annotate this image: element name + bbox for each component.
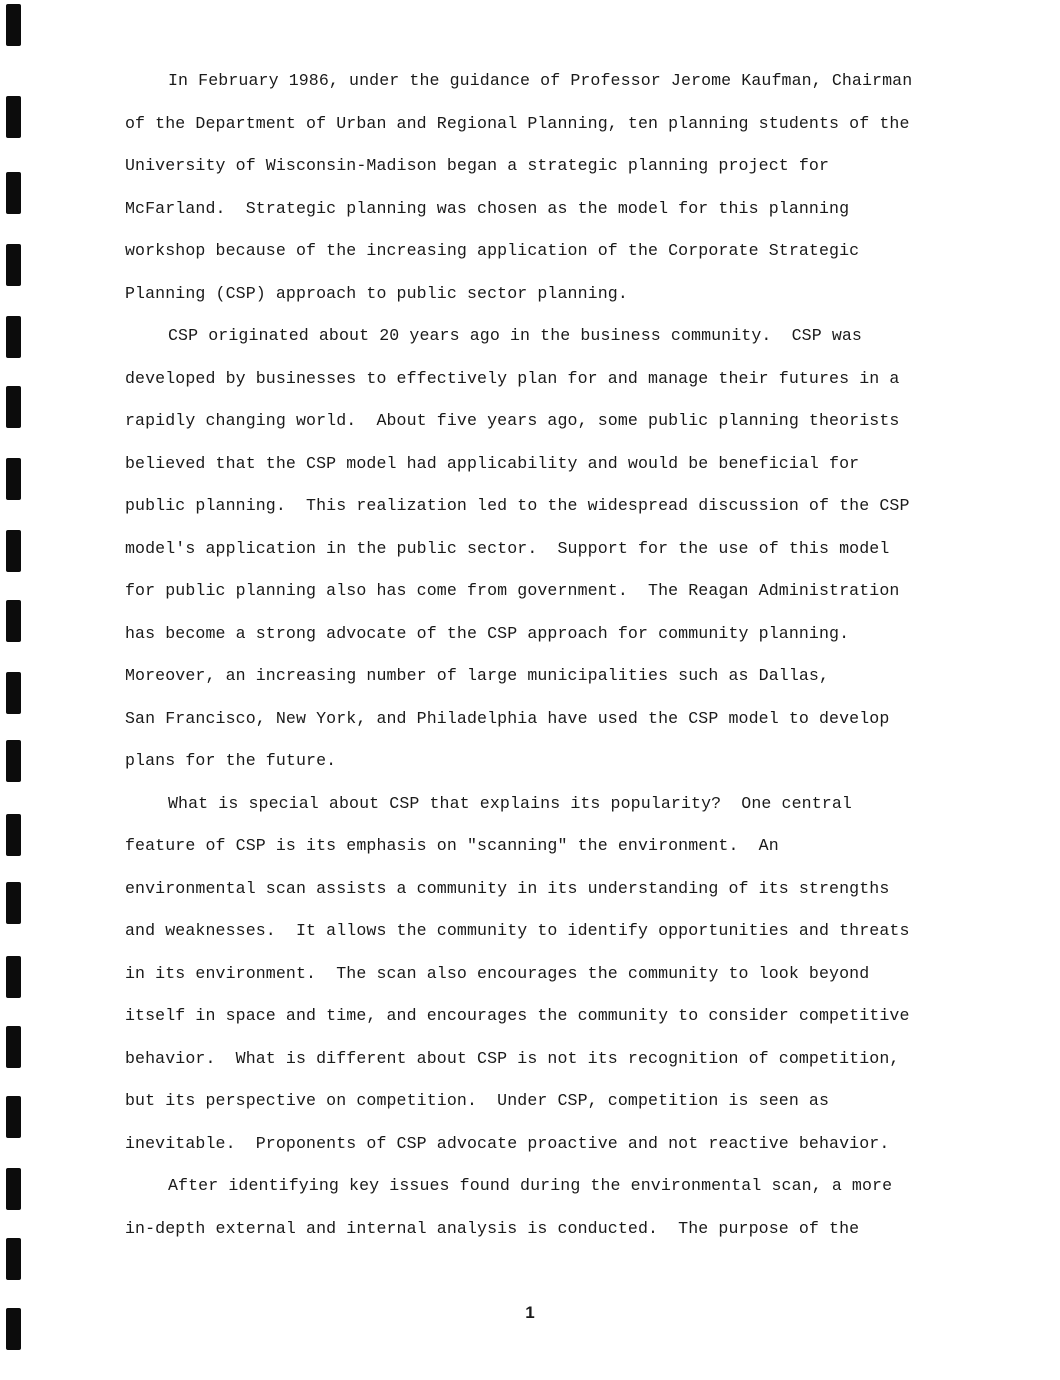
text-line: Planning (CSP) approach to public sector planning. <box>125 283 628 303</box>
binding-hole <box>6 1096 21 1138</box>
text-line: After identifying key issues found during the environmental scan, a more <box>168 1176 893 1195</box>
text-line: itself in space and time, and encourages the community to consider competitive <box>125 1006 910 1025</box>
text-line: model's application in the public sector. Support for the use of this model <box>125 538 890 558</box>
binding-hole <box>6 316 21 358</box>
text-line: environmental scan assists a community in its understanding of its strengths <box>125 878 890 898</box>
text-line: McFarland. Strategic planning was chosen as the model for this planning <box>125 198 850 218</box>
binding-hole <box>6 386 21 428</box>
text-line: of the Department of Urban and Regional Planning, ten planning students of the <box>125 113 910 133</box>
binding-hole <box>6 530 21 572</box>
binding-hole <box>6 956 21 998</box>
text-line: CSP originated about 20 years ago in the business community. CSP was <box>168 326 862 345</box>
spiral-binding <box>4 0 24 1380</box>
text-line: in its environment. The scan also encourages the community to look beyond <box>125 963 870 983</box>
text-line: inevitable. Proponents of CSP advocate proactive and not reactive behavior. <box>125 1133 890 1153</box>
text-line: has become a strong advocate of the CSP approach for community planning. <box>125 623 850 643</box>
text-line: University of Wisconsin-Madison began a strategic planning project for <box>125 156 830 175</box>
binding-hole <box>6 882 21 924</box>
body-text <box>125 60 955 1250</box>
binding-hole <box>6 740 21 782</box>
binding-hole <box>6 244 21 286</box>
binding-hole <box>6 458 21 500</box>
binding-hole <box>6 172 21 214</box>
page-number: 1 <box>525 1303 535 1322</box>
binding-hole <box>6 1026 21 1068</box>
binding-hole <box>6 1168 21 1210</box>
text-line: What is special about CSP that explains its popularity? One central <box>168 793 852 813</box>
text-line: in-depth external and internal analysis is conducted. The purpose of the <box>125 1218 860 1238</box>
text-line: San Francisco, New York, and Philadelphia have used the CSP model to develop <box>125 708 890 728</box>
text-line: feature of CSP is its emphasis on "scanning" the environment. An <box>125 836 779 855</box>
binding-hole <box>6 4 21 46</box>
text-line: plans for the future. <box>125 751 337 770</box>
binding-hole <box>6 1238 21 1280</box>
binding-hole <box>6 672 21 714</box>
binding-hole <box>6 814 21 856</box>
text-line: and weaknesses. It allows the community to identify opportunities and threats <box>125 921 910 940</box>
text-line: In February 1986, under the guidance of Professor Jerome Kaufman, Chairman <box>168 71 913 90</box>
binding-hole <box>6 96 21 138</box>
text-line: Moreover, an increasing number of large municipalities such as Dallas, <box>125 666 830 685</box>
text-line: developed by businesses to effectively plan for and manage their futures in a <box>125 368 900 388</box>
text-line: behavior. What is different about CSP is not its recognition of competition, <box>125 1048 900 1068</box>
text-line: believed that the CSP model had applicability and would be beneficial for <box>125 453 860 473</box>
text-line: workshop because of the increasing application of the Corporate Strategic <box>125 241 860 260</box>
text-line: for public planning also has come from government. The Reagan Administration <box>125 581 900 600</box>
text-line: but its perspective on competition. Under CSP, competition is seen as <box>125 1091 830 1110</box>
text-line: rapidly changing world. About five years ago, some public planning theorists <box>125 411 900 430</box>
text-line: public planning. This realization led to the widespread discussion of the CSP <box>125 496 910 515</box>
binding-hole <box>6 600 21 642</box>
